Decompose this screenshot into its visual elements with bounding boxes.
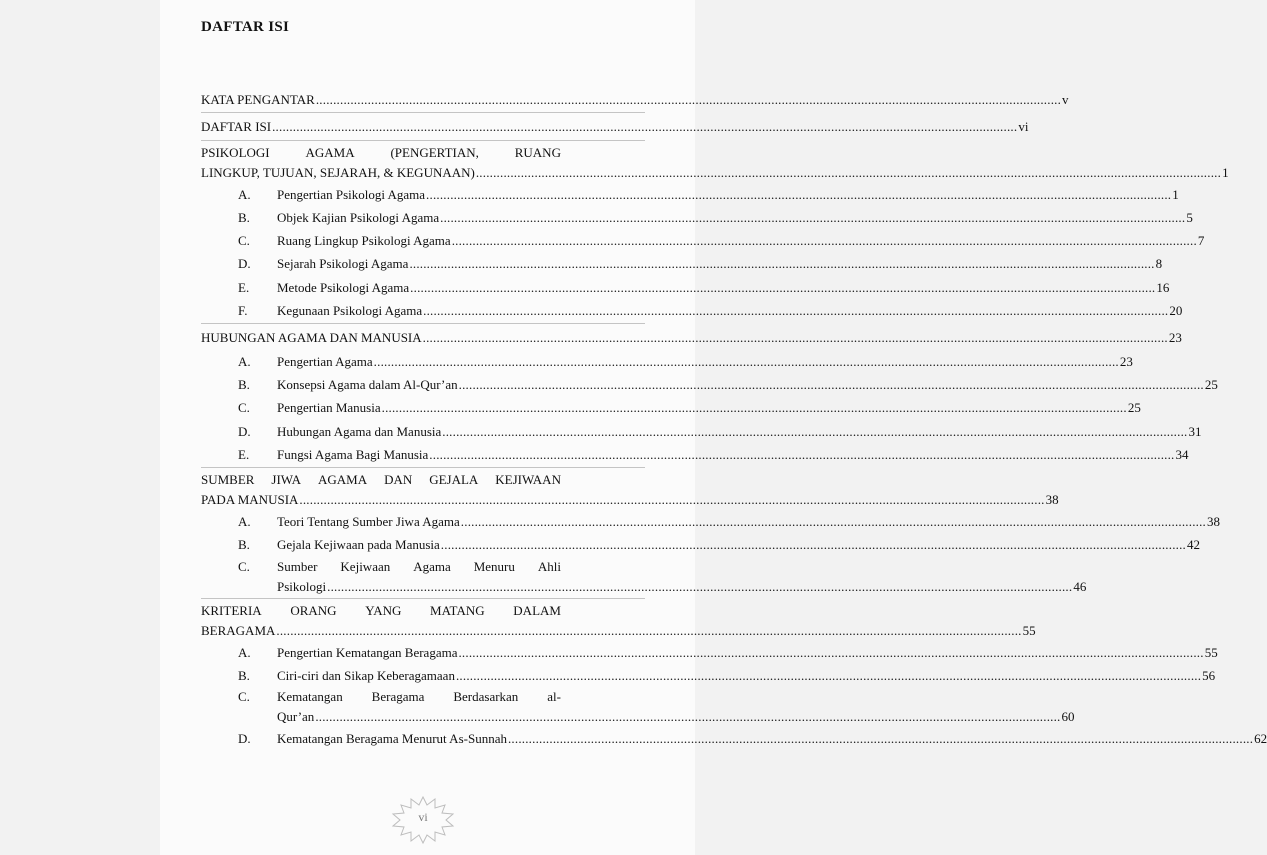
dot-leader [410,276,1155,299]
chapter-title-line-1 [201,143,561,163]
word: Berdasarkan [453,689,519,705]
subentry-title-line-2 [277,577,1086,597]
word: Kematangan [277,689,343,705]
subentry-letter: F. [238,303,248,319]
subentry-letter: D. [238,256,251,272]
subentry-page: 8 [1155,256,1163,272]
subentry-page: 46 [1073,578,1087,594]
toc-chapter-4 [201,601,1036,641]
subentry-letter: A. [238,186,251,202]
subentry-page: 16 [1156,279,1170,295]
toc-subentry [238,299,1183,322]
subentry-letter: B. [238,537,250,553]
subentry-letter: D. [238,423,251,439]
page-title: DAFTAR ISI [201,19,290,35]
subentry-letter: B. [238,668,250,684]
dot-leader [409,252,1154,275]
chapter-title-line-1 [201,601,561,621]
subentry-page: 38 [1207,514,1220,530]
toc-subentry [238,510,1220,533]
subentry-title: Qur’an [277,709,315,725]
toc-subentry [238,252,1163,275]
dot-leader [374,350,1119,373]
table-of-contents [201,88,1267,751]
toc-subentry [238,664,1216,687]
dot-leader [315,707,1060,727]
subentry-title: Psikologi [277,578,327,594]
toc-entry-title: KATA PENGANTAR [201,92,315,107]
toc-entry-page: 23 [1168,330,1182,346]
subentry-title: Sejarah Psikologi Agama [277,256,409,272]
word: Agama [413,558,451,574]
subentry-letter: E. [238,446,250,462]
subentry-title: Metode Psikologi Agama [277,279,410,295]
toc-entry-page: 55 [1022,622,1036,638]
dot-leader [458,641,1203,664]
toc-subentry [238,276,1170,299]
toc-chapter-1 [201,143,1229,183]
subentry-page: 1 [1172,186,1179,202]
dot-leader [461,510,1206,533]
subentry-title: Fungsi Agama Bagi Manusia [277,446,429,462]
chapter-title-line-2 [201,163,1229,183]
word: (PENGERTIAN, [390,144,479,160]
subentry-letter: C. [238,558,250,574]
subentry-page: 55 [1204,644,1218,660]
page-number: vi [418,810,428,824]
toc-entry-title: DAFTAR ISI [201,119,272,135]
word: KRITERIA [201,602,262,618]
word: JIWA [271,472,302,488]
word: PSIKOLOGI [201,144,270,160]
subentry-page: 60 [1061,709,1075,725]
subentry-page: 31 [1188,423,1202,439]
subentry-letter: A. [238,514,251,530]
subentry-title: Pengertian Psikologi Agama [277,186,426,202]
subentry-title: Pengertian Manusia [277,400,381,416]
subentry-title: Pengertian Kematangan Beragama [277,644,458,660]
subentry-page: 7 [1197,233,1205,249]
dot-leader [299,490,1044,510]
subentry-page: 25 [1127,400,1141,416]
toc-chapter-3 [201,470,1059,510]
subentry-letter: C. [238,400,250,416]
word: Ahli [537,558,561,574]
subentry-letter: B. [238,209,250,225]
subentry-letter: B. [238,376,250,392]
word: al- [547,689,561,705]
toc-subentry [238,727,1267,750]
subentry-page: 20 [1169,303,1183,319]
toc-entry-title: HUBUNGAN AGAMA DAN MANUSIA [201,330,422,346]
subentry-title-line-1 [277,557,561,577]
toc-subentry [238,206,1193,229]
word: Kejiwaan [340,558,391,574]
subentry-page: 5 [1186,209,1193,225]
toc-entry-daftar-isi [201,115,1029,138]
divider [201,598,645,599]
dot-leader [276,621,1021,641]
word: SUMBER [201,472,255,488]
word: Menuru [473,558,515,574]
word: Beragama [371,689,425,705]
subentry-page: 23 [1119,353,1133,369]
word: AGAMA [305,144,355,160]
word: AGAMA [317,472,368,488]
dot-leader [316,88,1061,111]
dot-leader [382,396,1127,419]
subentry-letter: D. [238,731,251,747]
dot-leader [440,206,1185,229]
subentry-title: Teori Tentang Sumber Jiwa Agama [277,514,460,530]
divider [201,467,645,468]
word: DALAM [513,602,561,618]
subentry-letter: E. [238,279,250,295]
word: ORANG [290,602,337,618]
word: DAN [384,472,413,488]
word: RUANG [514,144,561,160]
dot-leader [456,664,1201,687]
dot-leader [508,727,1253,750]
subentry-letter: C. [238,233,250,249]
word: GEJALA [429,472,479,488]
toc-subentry [238,533,1200,556]
subentry-title: Pengertian Agama [277,353,373,369]
chapter-title-line-2 [201,621,1036,641]
subentry-title-line-2 [277,707,1075,727]
word: Sumber [277,558,318,574]
dot-leader [327,577,1072,597]
subentry-title: Ciri-ciri dan Sikap Keberagamaan [277,668,455,684]
dot-leader [442,420,1187,443]
toc-subentry [238,183,1179,206]
dot-leader [429,443,1174,466]
toc-subentry [238,687,1075,727]
subentry-page: 25 [1204,376,1218,392]
subentry-page: 42 [1187,537,1200,553]
subentry-page: 62 [1254,731,1267,747]
dot-leader [476,163,1221,183]
chapter-title-line-2 [201,490,1059,510]
word: KEJIWAAN [495,472,561,488]
word: YANG [365,602,402,618]
toc-entry-kata-pengantar [201,88,1069,111]
toc-subentry [238,350,1133,373]
toc-entry-page: 1 [1222,164,1229,180]
divider [201,112,645,113]
subentry-title-line-1 [277,687,561,707]
dot-leader [423,326,1168,349]
toc-entry-title: BERAGAMA [201,622,276,638]
divider [201,140,645,141]
divider [201,323,645,324]
toc-subentry [238,373,1218,396]
subentry-letter: A. [238,353,251,369]
toc-subentry [238,443,1189,466]
subentry-title: Konsepsi Agama dalam Al-Qur’an [277,376,458,392]
dot-leader [426,183,1171,206]
toc-entry-title: PADA MANUSIA [201,492,299,508]
subentry-title: Objek Kajian Psikologi Agama [277,209,440,225]
page-number-badge [388,795,458,845]
subentry-title: Hubungan Agama dan Manusia [277,423,442,439]
subentry-page: 56 [1202,668,1216,684]
subentry-title: Gejala Kejiwaan pada Manusia [277,537,440,553]
subentry-letter: A. [238,644,251,660]
subentry-title: Ruang Lingkup Psikologi Agama [277,233,451,249]
dot-leader [272,115,1017,138]
toc-entry-page: vi [1018,119,1029,135]
dot-leader [459,373,1204,396]
dot-leader [423,299,1168,322]
word: MATANG [430,602,485,618]
dot-leader [452,229,1197,252]
toc-entry-title: LINGKUP, TUJUAN, SEJARAH, & KEGUNAAN) [201,164,475,180]
subentry-page: 34 [1175,446,1189,462]
toc-subentry [238,641,1218,664]
toc-subentry [238,396,1141,419]
toc-chapter-2 [201,326,1182,349]
toc-subentry [238,229,1205,252]
subentry-title: Kematangan Beragama Menurut As-Sunnah [277,731,507,747]
toc-entry-page: v [1062,92,1069,107]
dot-leader [441,533,1186,556]
subentry-letter: C. [238,689,250,705]
toc-entry-page: 38 [1045,492,1059,508]
toc-subentry [238,557,1087,597]
subentry-title: Kegunaan Psikologi Agama [277,303,423,319]
chapter-title-line-1 [201,470,561,490]
toc-subentry [238,420,1202,443]
